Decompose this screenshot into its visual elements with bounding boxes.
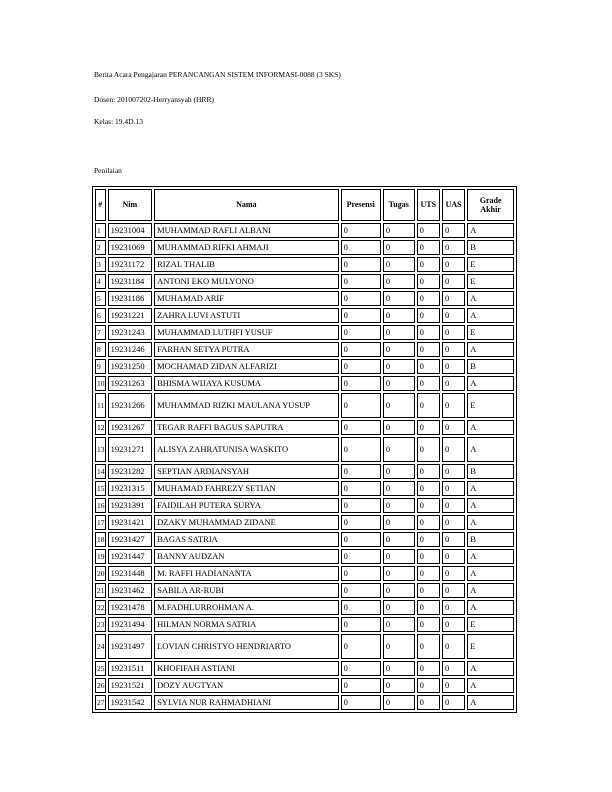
- row-uas: 0: [442, 634, 465, 659]
- row-number: 21: [95, 583, 106, 598]
- row-nama: FAIDILAH PUTERA SURYA: [154, 498, 338, 513]
- row-number: 10: [95, 376, 106, 391]
- row-presensi: 0: [341, 437, 381, 462]
- row-nim: 19231246: [108, 342, 153, 357]
- row-nim: 19231315: [108, 481, 153, 496]
- row-tugas: 0: [383, 678, 415, 693]
- row-presensi: 0: [341, 498, 381, 513]
- row-tugas: 0: [383, 617, 415, 632]
- row-nama: KHOFIFAH ASTIANI: [154, 661, 338, 676]
- table-row: [95, 257, 514, 272]
- row-nim: 19231282: [108, 464, 153, 479]
- table-row: [95, 274, 514, 289]
- row-uts: 0: [417, 583, 440, 598]
- row-number: 4: [95, 274, 106, 289]
- row-nim: 19231004: [108, 223, 153, 238]
- row-grade: E: [467, 634, 514, 659]
- row-tugas: 0: [383, 498, 415, 513]
- course-title: Berita Acara Pengajaran PERANCANGAN SISTEM INFORMASI-0088 (3 SKS): [94, 70, 341, 79]
- row-grade: A: [467, 661, 514, 676]
- row-nama: TEGAR RAFFI BAGUS SAPUTRA: [154, 420, 338, 435]
- row-number: 7: [95, 325, 106, 340]
- table-row: [95, 325, 514, 340]
- row-nama: ALISYA ZAHRATUNISA WASKITO: [154, 437, 338, 462]
- row-grade: E: [467, 257, 514, 272]
- row-tugas: 0: [383, 257, 415, 272]
- row-presensi: 0: [341, 308, 381, 323]
- col-header-nama: Nama: [154, 189, 338, 221]
- row-number: 27: [95, 695, 106, 710]
- row-nama: SABILA AR-RUBI: [154, 583, 338, 598]
- row-nama: SYLVIA NUR RAHMADHIANI: [154, 695, 338, 710]
- row-nama: BANNY AUDZAN: [154, 549, 338, 564]
- row-nim: 19231243: [108, 325, 153, 340]
- row-number: 19: [95, 549, 106, 564]
- row-uts: 0: [417, 661, 440, 676]
- row-uas: 0: [442, 308, 465, 323]
- row-presensi: 0: [341, 393, 381, 418]
- row-nama: HILMAN NORMA SATRIA: [154, 617, 338, 632]
- row-grade: A: [467, 481, 514, 496]
- col-header-uas: UAS: [442, 189, 465, 221]
- row-number: 5: [95, 291, 106, 306]
- row-uas: 0: [442, 342, 465, 357]
- row-tugas: 0: [383, 376, 415, 391]
- row-uas: 0: [442, 223, 465, 238]
- table-row: [95, 678, 514, 693]
- row-uas: 0: [442, 274, 465, 289]
- row-uts: 0: [417, 240, 440, 255]
- row-uts: 0: [417, 393, 440, 418]
- table-row: [95, 549, 514, 564]
- row-grade: E: [467, 393, 514, 418]
- row-tugas: 0: [383, 393, 415, 418]
- row-grade: A: [467, 549, 514, 564]
- row-uts: 0: [417, 437, 440, 462]
- row-nama: DZAKY MUHAMMAD ZIDANE: [154, 515, 338, 530]
- row-tugas: 0: [383, 342, 415, 357]
- row-uts: 0: [417, 549, 440, 564]
- row-number: 3: [95, 257, 106, 272]
- row-grade: B: [467, 464, 514, 479]
- row-tugas: 0: [383, 274, 415, 289]
- row-nim: 19231267: [108, 420, 153, 435]
- row-uas: 0: [442, 600, 465, 615]
- row-presensi: 0: [341, 481, 381, 496]
- row-nama: MUHAMMAD LUTHFI YUSUF: [154, 325, 338, 340]
- row-nim: 19231184: [108, 274, 153, 289]
- row-grade: A: [467, 308, 514, 323]
- table-row: [95, 437, 514, 462]
- row-nim: 19231271: [108, 437, 153, 462]
- row-number: 22: [95, 600, 106, 615]
- row-presensi: 0: [341, 274, 381, 289]
- table-row: [95, 223, 514, 238]
- row-presensi: 0: [341, 515, 381, 530]
- row-uas: 0: [442, 325, 465, 340]
- row-grade: E: [467, 274, 514, 289]
- row-number: 15: [95, 481, 106, 496]
- row-nama: MUHAMAD FAHREZY SETIAN: [154, 481, 338, 496]
- row-uas: 0: [442, 583, 465, 598]
- col-header-no: #: [95, 189, 106, 221]
- row-tugas: 0: [383, 464, 415, 479]
- table-row: [95, 634, 514, 659]
- row-uas: 0: [442, 437, 465, 462]
- row-presensi: 0: [341, 634, 381, 659]
- row-tugas: 0: [383, 549, 415, 564]
- row-uts: 0: [417, 359, 440, 374]
- row-nama: ZAHRA LUVI ASTUTI: [154, 308, 338, 323]
- row-number: 13: [95, 437, 106, 462]
- row-nim: 19231266: [108, 393, 153, 418]
- row-uts: 0: [417, 342, 440, 357]
- table-row: [95, 498, 514, 513]
- table-row: [95, 240, 514, 255]
- row-tugas: 0: [383, 359, 415, 374]
- row-number: 1: [95, 223, 106, 238]
- row-nim: 19231511: [108, 661, 153, 676]
- row-nim: 19231427: [108, 532, 153, 547]
- row-uts: 0: [417, 257, 440, 272]
- row-uas: 0: [442, 257, 465, 272]
- row-grade: A: [467, 498, 514, 513]
- row-tugas: 0: [383, 515, 415, 530]
- row-tugas: 0: [383, 532, 415, 547]
- row-uas: 0: [442, 617, 465, 632]
- col-header-presensi: Presensi: [341, 189, 381, 221]
- row-tugas: 0: [383, 634, 415, 659]
- table-row: [95, 359, 514, 374]
- lecturer-line: Dosen: 201007202-Herryansyah (HRR): [94, 95, 214, 104]
- row-uts: 0: [417, 223, 440, 238]
- row-nama: RIZAL THALIB: [154, 257, 338, 272]
- row-nama: MOCHAMAD ZIDAN ALFARIZI: [154, 359, 338, 374]
- row-tugas: 0: [383, 325, 415, 340]
- row-grade: A: [467, 437, 514, 462]
- row-nama: FARHAN SETYA PUTRA: [154, 342, 338, 357]
- row-nim: 19231521: [108, 678, 153, 693]
- row-nama: MUHAMAD ARIF: [154, 291, 338, 306]
- row-tugas: 0: [383, 661, 415, 676]
- row-number: 2: [95, 240, 106, 255]
- row-presensi: 0: [341, 617, 381, 632]
- row-grade: A: [467, 515, 514, 530]
- row-presensi: 0: [341, 420, 381, 435]
- row-number: 11: [95, 393, 106, 418]
- row-nim: 19231542: [108, 695, 153, 710]
- row-grade: B: [467, 532, 514, 547]
- row-uts: 0: [417, 274, 440, 289]
- row-grade: A: [467, 600, 514, 615]
- row-grade: A: [467, 223, 514, 238]
- row-uts: 0: [417, 695, 440, 710]
- row-number: 12: [95, 420, 106, 435]
- class-line: Kelas: 19.4D.13: [94, 117, 143, 126]
- table-row: [95, 393, 514, 418]
- row-nama: ANTONI EKO MULYONO: [154, 274, 338, 289]
- row-number: 17: [95, 515, 106, 530]
- section-heading: Penilaian: [94, 166, 122, 175]
- row-uas: 0: [442, 549, 465, 564]
- row-nama: DOZY AUGTYAN: [154, 678, 338, 693]
- row-uas: 0: [442, 359, 465, 374]
- row-presensi: 0: [341, 240, 381, 255]
- row-nama: M.FADHLURROHMAN A.: [154, 600, 338, 615]
- row-grade: A: [467, 678, 514, 693]
- row-grade: E: [467, 325, 514, 340]
- row-presensi: 0: [341, 600, 381, 615]
- table-header-row: [95, 189, 514, 221]
- row-number: 23: [95, 617, 106, 632]
- table-row: [95, 464, 514, 479]
- row-uas: 0: [442, 393, 465, 418]
- table-row: [95, 481, 514, 496]
- row-nim: 19231421: [108, 515, 153, 530]
- row-tugas: 0: [383, 240, 415, 255]
- row-uts: 0: [417, 308, 440, 323]
- row-grade: A: [467, 583, 514, 598]
- col-header-tugas: Tugas: [383, 189, 415, 221]
- row-uts: 0: [417, 291, 440, 306]
- col-header-grade: Grade Akhir: [467, 189, 514, 221]
- row-uas: 0: [442, 464, 465, 479]
- row-tugas: 0: [383, 308, 415, 323]
- row-tugas: 0: [383, 223, 415, 238]
- row-uas: 0: [442, 498, 465, 513]
- row-presensi: 0: [341, 325, 381, 340]
- table-row: [95, 566, 514, 581]
- row-tugas: 0: [383, 695, 415, 710]
- row-tugas: 0: [383, 291, 415, 306]
- table-row: [95, 420, 514, 435]
- row-number: 16: [95, 498, 106, 513]
- row-nama: LOVIAN CHRISTYO HENDRIARTO: [154, 634, 338, 659]
- row-nama: M. RAFFI HADIANANTA: [154, 566, 338, 581]
- row-nim: 19231069: [108, 240, 153, 255]
- row-uts: 0: [417, 678, 440, 693]
- row-presensi: 0: [341, 342, 381, 357]
- row-uas: 0: [442, 661, 465, 676]
- row-presensi: 0: [341, 661, 381, 676]
- row-nama: MUHAMMAD RAFLI ALBANI: [154, 223, 338, 238]
- row-grade: A: [467, 566, 514, 581]
- row-number: 24: [95, 634, 106, 659]
- row-nim: 19231250: [108, 359, 153, 374]
- row-uts: 0: [417, 532, 440, 547]
- row-grade: B: [467, 240, 514, 255]
- table-row: [95, 342, 514, 357]
- row-uas: 0: [442, 566, 465, 581]
- row-uts: 0: [417, 376, 440, 391]
- row-grade: B: [467, 359, 514, 374]
- row-nim: 19231462: [108, 583, 153, 598]
- table-row: [95, 532, 514, 547]
- table-row: [95, 515, 514, 530]
- row-nim: 19231478: [108, 600, 153, 615]
- row-number: 20: [95, 566, 106, 581]
- row-uts: 0: [417, 566, 440, 581]
- row-number: 8: [95, 342, 106, 357]
- row-nim: 19231391: [108, 498, 153, 513]
- row-uts: 0: [417, 420, 440, 435]
- row-nim: 19231221: [108, 308, 153, 323]
- row-uts: 0: [417, 600, 440, 615]
- row-nim: 19231494: [108, 617, 153, 632]
- row-presensi: 0: [341, 464, 381, 479]
- row-presensi: 0: [341, 532, 381, 547]
- row-nim: 19231263: [108, 376, 153, 391]
- row-uas: 0: [442, 291, 465, 306]
- row-tugas: 0: [383, 600, 415, 615]
- row-uas: 0: [442, 240, 465, 255]
- row-nim: 19231497: [108, 634, 153, 659]
- row-uts: 0: [417, 515, 440, 530]
- row-uas: 0: [442, 376, 465, 391]
- row-uts: 0: [417, 464, 440, 479]
- row-presensi: 0: [341, 257, 381, 272]
- row-number: 9: [95, 359, 106, 374]
- row-uas: 0: [442, 481, 465, 496]
- table-row: [95, 291, 514, 306]
- table-row: [95, 695, 514, 710]
- row-uas: 0: [442, 420, 465, 435]
- row-nim: 19231448: [108, 566, 153, 581]
- row-grade: A: [467, 376, 514, 391]
- col-header-nim: Nim: [108, 189, 153, 221]
- table-body: [95, 223, 514, 710]
- row-nama: BHISMA WIJAYA KUSUMA: [154, 376, 338, 391]
- row-uts: 0: [417, 481, 440, 496]
- row-presensi: 0: [341, 376, 381, 391]
- row-presensi: 0: [341, 549, 381, 564]
- row-nama: SEPTIAN ARDIANSYAH: [154, 464, 338, 479]
- row-presensi: 0: [341, 695, 381, 710]
- table-row: [95, 583, 514, 598]
- row-number: 6: [95, 308, 106, 323]
- row-uts: 0: [417, 634, 440, 659]
- row-number: 25: [95, 661, 106, 676]
- row-nim: 19231447: [108, 549, 153, 564]
- row-uts: 0: [417, 498, 440, 513]
- row-tugas: 0: [383, 420, 415, 435]
- table-row: [95, 600, 514, 615]
- row-nama: BAGAS SATRIA: [154, 532, 338, 547]
- row-tugas: 0: [383, 566, 415, 581]
- row-number: 14: [95, 464, 106, 479]
- row-uas: 0: [442, 678, 465, 693]
- row-presensi: 0: [341, 678, 381, 693]
- row-tugas: 0: [383, 481, 415, 496]
- row-uts: 0: [417, 325, 440, 340]
- row-grade: A: [467, 291, 514, 306]
- row-grade: A: [467, 695, 514, 710]
- table-row: [95, 661, 514, 676]
- grades-table: [92, 186, 517, 713]
- row-uas: 0: [442, 532, 465, 547]
- row-tugas: 0: [383, 583, 415, 598]
- row-presensi: 0: [341, 223, 381, 238]
- row-nama: MUHAMMAD RIZKI MAULANA YUSUP: [154, 393, 338, 418]
- row-presensi: 0: [341, 291, 381, 306]
- table-row: [95, 376, 514, 391]
- row-uas: 0: [442, 515, 465, 530]
- row-uas: 0: [442, 695, 465, 710]
- table-row: [95, 308, 514, 323]
- row-nim: 19231186: [108, 291, 153, 306]
- row-uts: 0: [417, 617, 440, 632]
- row-number: 26: [95, 678, 106, 693]
- col-header-uts: UTS: [417, 189, 440, 221]
- row-grade: E: [467, 617, 514, 632]
- row-nim: 19231172: [108, 257, 153, 272]
- row-grade: A: [467, 420, 514, 435]
- row-presensi: 0: [341, 566, 381, 581]
- row-number: 18: [95, 532, 106, 547]
- row-tugas: 0: [383, 437, 415, 462]
- row-grade: A: [467, 342, 514, 357]
- table-row: [95, 617, 514, 632]
- row-nama: MUHAMMAD RIFKI AHMAJI: [154, 240, 338, 255]
- row-presensi: 0: [341, 583, 381, 598]
- row-presensi: 0: [341, 359, 381, 374]
